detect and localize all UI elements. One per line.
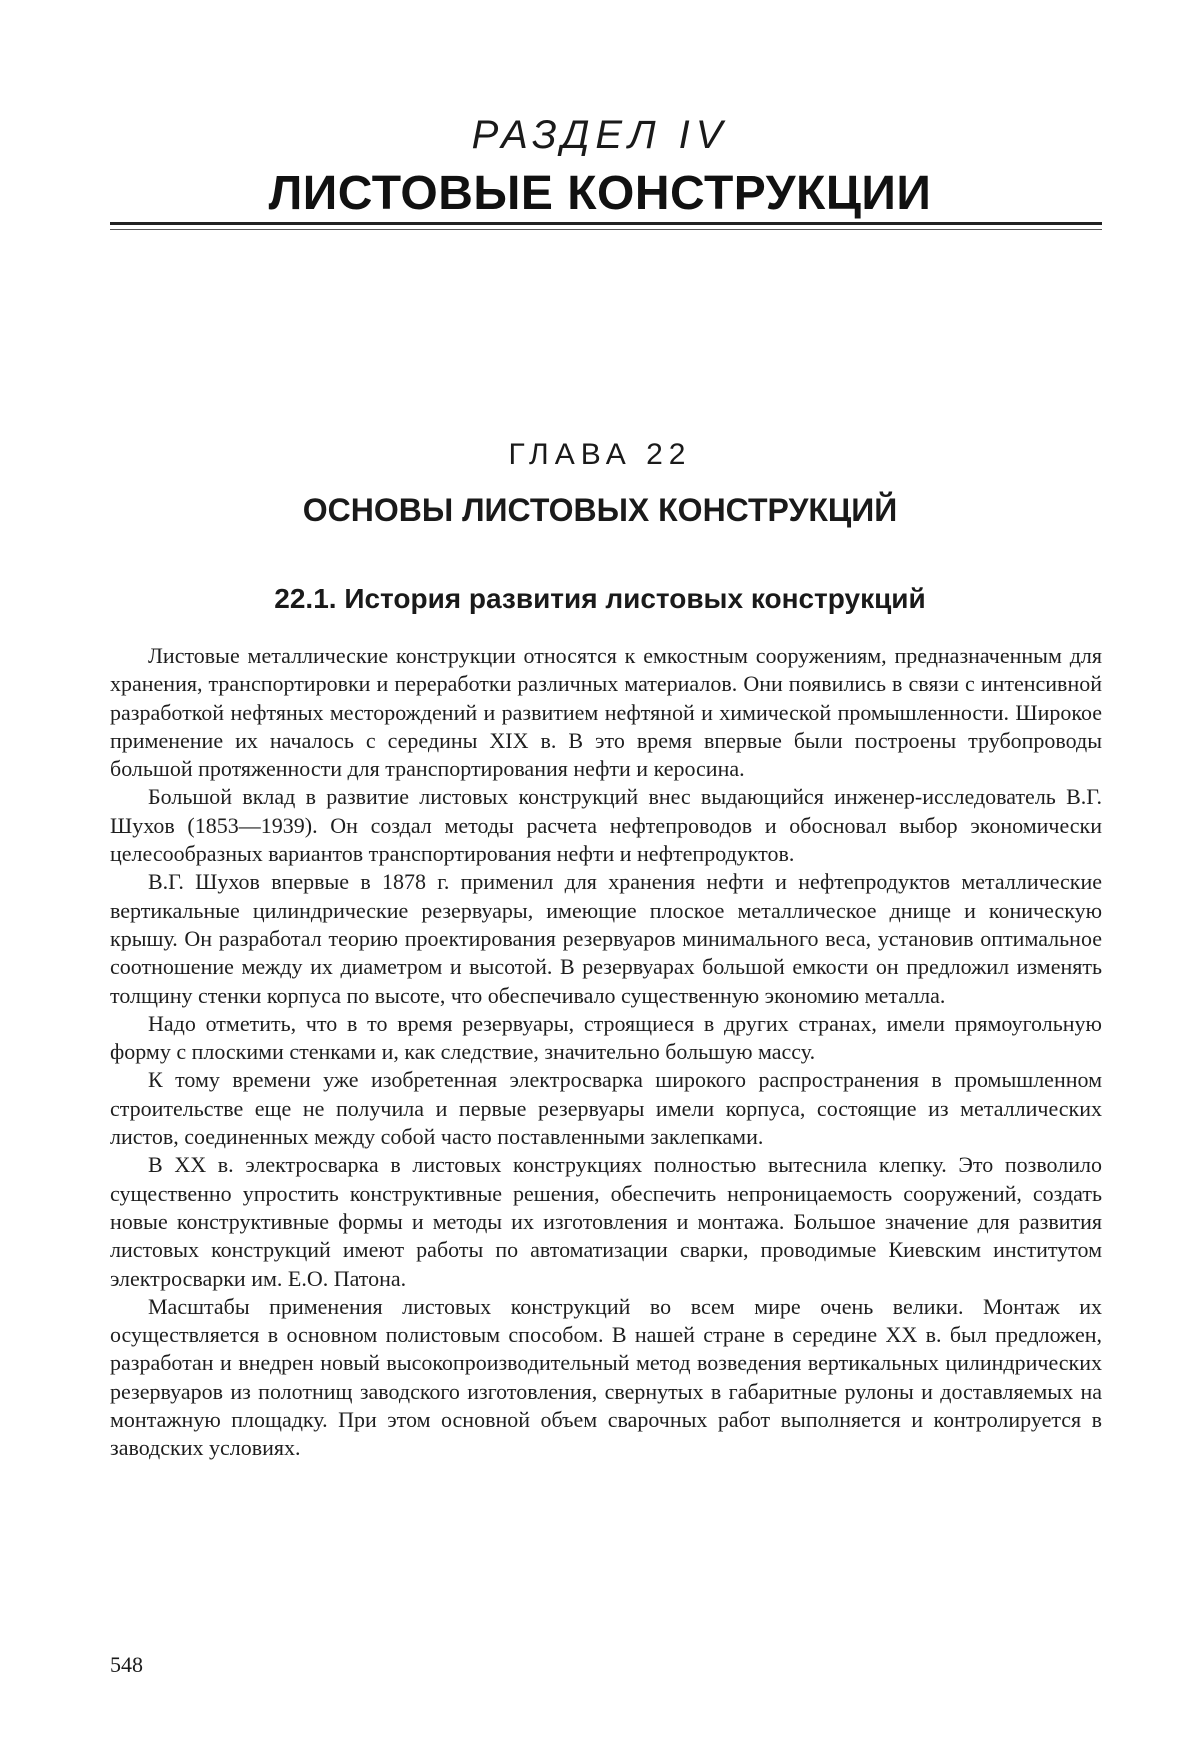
section-divider-thin [110,229,1102,230]
body-text [110,642,1102,1463]
subsection-title: 22.1. История развития листовых конструкций [274,583,926,614]
chapter-title: ОСНОВЫ ЛИСТОВЫХ КОНСТРУКЦИЙ [302,492,898,528]
chapter-label: ГЛАВА 22 [508,438,692,471]
page-number: 548 [110,1652,143,1677]
paragraph: Листовые металлические конструкции относятся к емкостным сооружениям, предназначенным для хранения, транспортировки и переработки различных материалов. Они появились в связи с интенсивной разработкой нефтяных месторождений и развитием нефтяной и химической промышленности. Широкое применение их началось с середины XIX в. В это время впервые были построены трубопроводы большой протяженности для транспортирования нефти и керосина. [110,643,1102,782]
paragraph: Надо отметить, что в то время резервуары, строящиеся в других странах, имели прямоугольную форму с плоскими стенками и, как следствие, значительно большую массу. [110,1010,1102,1065]
section-divider-thick [110,222,1102,225]
section-title: ЛИСТОВЫЕ КОНСТРУКЦИИ [268,167,932,220]
paragraph: В XX в. электросварка в листовых конструкциях полностью вытеснила клепку. Это позволило существенно упростить конструктивные решения, обеспечить непроницаемость сооружений, создать новые конструктивные формы и методы их изготовления и монтажа. Большое значение для развития листовых конструкций имеют работы по автоматизации сварки, проводимые Киевским институтом электросварки им. Е.О. Патона. [110,1152,1102,1291]
section-label: РАЗДЕЛ IV [471,113,729,157]
paragraph: К тому времени уже изобретенная электросварка широкого распространения в промышленном строительстве еще не получила и первые резервуары имели корпуса, состоящие из металлических листов, соединенных между собой часто поставленными заклепками. [110,1067,1102,1150]
paragraph: Большой вклад в развитие листовых конструкций внес выдающийся инженер-исследователь В.Г. Шухов (1853—1939). Он создал методы расчета нефтепроводов и обосновал выбор экономически целесообразных вариантов транспортирования нефти и нефтепродуктов. [110,784,1102,867]
paragraph: В.Г. Шухов впервые в 1878 г. применил для хранения нефти и нефтепродуктов металлические вертикальные цилиндрические резервуары, имеющие плоское металлическое днище и коническую крышу. Он разработал теорию проектирования резервуаров минимального веса, установив оптимальное соотношение между их диаметром и высотой. В резервуарах большой емкости он предложил изменять толщину стенки корпуса по высоте, что обеспечивало существенную экономию металла. [110,869,1102,1008]
paragraph: Масштабы применения листовых конструкций во всем мире очень велики. Монтаж их осуществляется в основном полистовым способом. В нашей стране в середине XX в. был предложен, разработан и внедрен новый высокопроизводительный метод возведения вертикальных цилиндрических резервуаров из полотнищ заводского изготовления, свернутых в габаритные рулоны и доставляемых на монтажную площадку. При этом основной объем сварочных работ выполняется и контролируется в заводских условиях. [110,1293,1102,1461]
